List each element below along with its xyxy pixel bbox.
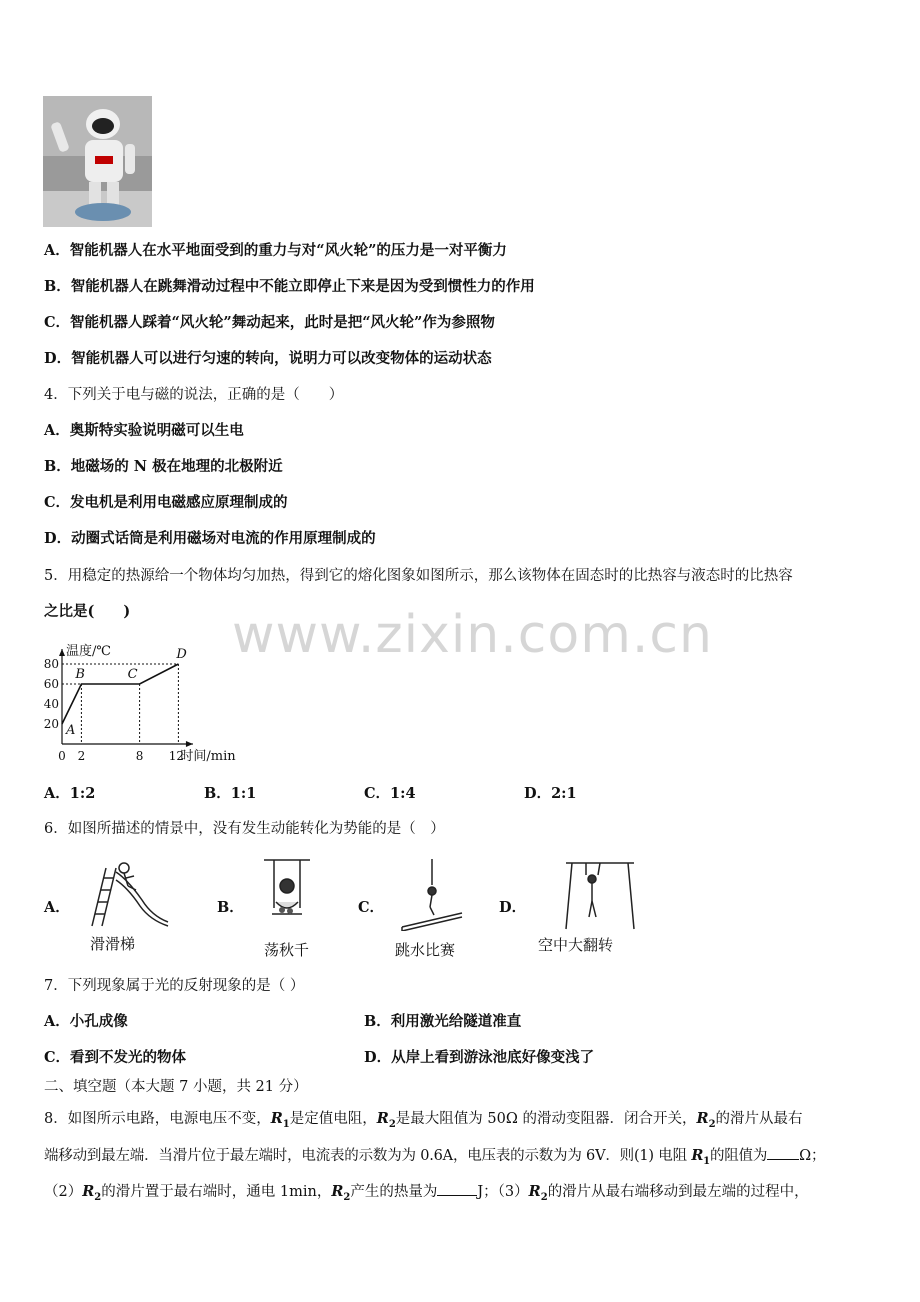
watermark: www.zixin.com.cn bbox=[232, 605, 713, 665]
q5-option-a: A．1:2 bbox=[44, 785, 96, 802]
r-symbol: R bbox=[82, 1183, 95, 1200]
point-label-a: A bbox=[66, 723, 76, 738]
q8-text: 是最大阻值为 50Ω 的滑动变阻器．闭合开关， bbox=[395, 1111, 697, 1127]
swing-picture bbox=[262, 858, 312, 934]
q8-text: 8．如图所示电路，电源电压不变， bbox=[44, 1111, 271, 1127]
q4-option-b: B．地磁场的 N 极在地理的北极附近 bbox=[44, 458, 283, 475]
q3-option-c: C．智能机器人踩着“风火轮”舞动起来，此时是把“风火轮”作为参照物 bbox=[44, 314, 495, 331]
r-symbol: R bbox=[376, 1110, 389, 1127]
q5-option-c: C．1:4 bbox=[364, 785, 416, 802]
q6-caption-c: 跳水比赛 bbox=[395, 941, 456, 959]
x-axis-label: 时间/min bbox=[180, 749, 236, 764]
y-tick-label: 80 bbox=[43, 657, 59, 671]
q6-caption-b: 荡秋千 bbox=[264, 941, 310, 959]
q8-text: 的滑片置于最右端时，通电 1min， bbox=[101, 1184, 332, 1200]
q7-option-d: D．从岸上看到游泳池底好像变浅了 bbox=[364, 1049, 595, 1066]
r-subscript: 1 bbox=[282, 1118, 290, 1130]
q8-text: 产生的热量为 bbox=[350, 1184, 438, 1200]
q8-text: 的滑片从最右端移动到最左端的过程中， bbox=[547, 1184, 809, 1200]
q6-caption-d: 空中大翻转 bbox=[538, 936, 614, 954]
q5-stem-line1: 5．用稳定的热源给一个物体均匀加热，得到它的熔化图象如图所示，那么该物体在固态时的比热容与液态时的比热容 bbox=[44, 568, 793, 584]
q6-caption-a: 滑滑梯 bbox=[90, 935, 136, 953]
r-symbol: R bbox=[691, 1147, 704, 1164]
q7-option-b: B．利用激光给隧道准直 bbox=[364, 1013, 522, 1030]
q3-option-a: A．智能机器人在水平地面受到的重力与对“风火轮”的压力是一对平衡力 bbox=[44, 242, 507, 259]
r-symbol: R bbox=[696, 1110, 709, 1127]
q8-text: （2） bbox=[44, 1184, 83, 1200]
q5-option-d: D．2:1 bbox=[524, 785, 577, 802]
q8-text: 是定值电阻， bbox=[289, 1111, 377, 1127]
point-label-b: B bbox=[75, 667, 85, 682]
q4-option-c: C．发电机是利用电磁感应原理制成的 bbox=[44, 494, 288, 511]
robot-photo bbox=[43, 96, 152, 227]
q8-text: J；（3） bbox=[477, 1184, 529, 1200]
q4-stem: 4．下列关于电与磁的说法，正确的是（ ） bbox=[44, 387, 344, 403]
q8-line2 bbox=[44, 1145, 825, 1172]
x-tick-label: 2 bbox=[77, 749, 86, 763]
q4-option-d: D．动圈式话筒是利用磁场对电流的作用原理制成的 bbox=[44, 530, 376, 547]
q3-option-d: D．智能机器人可以进行匀速的转向，说明力可以改变物体的运动状态 bbox=[44, 350, 492, 367]
r-symbol: R bbox=[331, 1183, 344, 1200]
q7-option-a: A．小孔成像 bbox=[44, 1013, 128, 1030]
q8-line3 bbox=[44, 1181, 809, 1208]
q8-text: 的滑片从最右 bbox=[715, 1111, 803, 1127]
r-subscript: 2 bbox=[94, 1191, 102, 1203]
x-tick-label: 8 bbox=[135, 749, 144, 763]
q8-text: 的阻值为 bbox=[709, 1148, 768, 1164]
r-subscript: 2 bbox=[343, 1191, 351, 1203]
q6-stem: 6．如图所描述的情景中，没有发生动能转化为势能的是（ ） bbox=[44, 821, 445, 837]
q8-text: Ω； bbox=[799, 1148, 826, 1164]
x-tick-label: 0 bbox=[58, 749, 66, 763]
r-symbol: R bbox=[528, 1183, 541, 1200]
q7-option-c: C．看到不发光的物体 bbox=[44, 1049, 187, 1066]
x-tick-label: 12 bbox=[168, 749, 185, 763]
y-tick-label: 60 bbox=[43, 677, 59, 691]
melting-curve-chart bbox=[38, 633, 268, 769]
q6-option-a-letter: A． bbox=[44, 899, 70, 916]
r-subscript: 2 bbox=[540, 1191, 548, 1203]
slide-picture bbox=[82, 860, 170, 928]
y-axis-arrow bbox=[59, 649, 65, 656]
r-subscript: 2 bbox=[708, 1118, 716, 1130]
answer-blank[interactable] bbox=[437, 1181, 477, 1196]
q4-option-a: A．奥斯特实验说明磁可以生电 bbox=[44, 422, 244, 439]
diving-picture bbox=[396, 855, 466, 931]
q6-option-c-letter: C． bbox=[358, 899, 385, 916]
r-symbol: R bbox=[270, 1110, 283, 1127]
point-label-d: D bbox=[176, 647, 187, 662]
y-axis-label: 温度/℃ bbox=[66, 644, 111, 659]
q8-line1 bbox=[44, 1109, 803, 1135]
q7-stem: 7．下列现象属于光的反射现象的是（ ） bbox=[44, 978, 305, 994]
section-heading: 二、填空题（本大题 7 小题，共 21 分） bbox=[44, 1079, 308, 1095]
point-label-c: C bbox=[127, 667, 138, 682]
y-tick-label: 20 bbox=[43, 717, 59, 731]
y-tick-label: 40 bbox=[43, 697, 59, 711]
q5-option-b: B．1:1 bbox=[204, 785, 257, 802]
q8-text: 端移动到最左端．当滑片位于最左端时，电流表的示数为为 0.6A，电压表的示数为为 6V．则(1) 电阻 bbox=[44, 1148, 692, 1164]
q5-stem-line2: 之比是( ) bbox=[44, 603, 131, 620]
x-axis-arrow bbox=[186, 741, 193, 747]
gymnastics-picture bbox=[562, 855, 638, 931]
q6-option-b-letter: B． bbox=[217, 899, 244, 916]
r-subscript: 2 bbox=[388, 1118, 396, 1130]
answer-blank[interactable] bbox=[767, 1145, 799, 1160]
q3-option-b: B．智能机器人在跳舞滑动过程中不能立即停止下来是因为受到惯性力的作用 bbox=[44, 278, 535, 295]
q6-option-d-letter: D． bbox=[499, 899, 527, 916]
r-subscript: 1 bbox=[703, 1155, 710, 1167]
